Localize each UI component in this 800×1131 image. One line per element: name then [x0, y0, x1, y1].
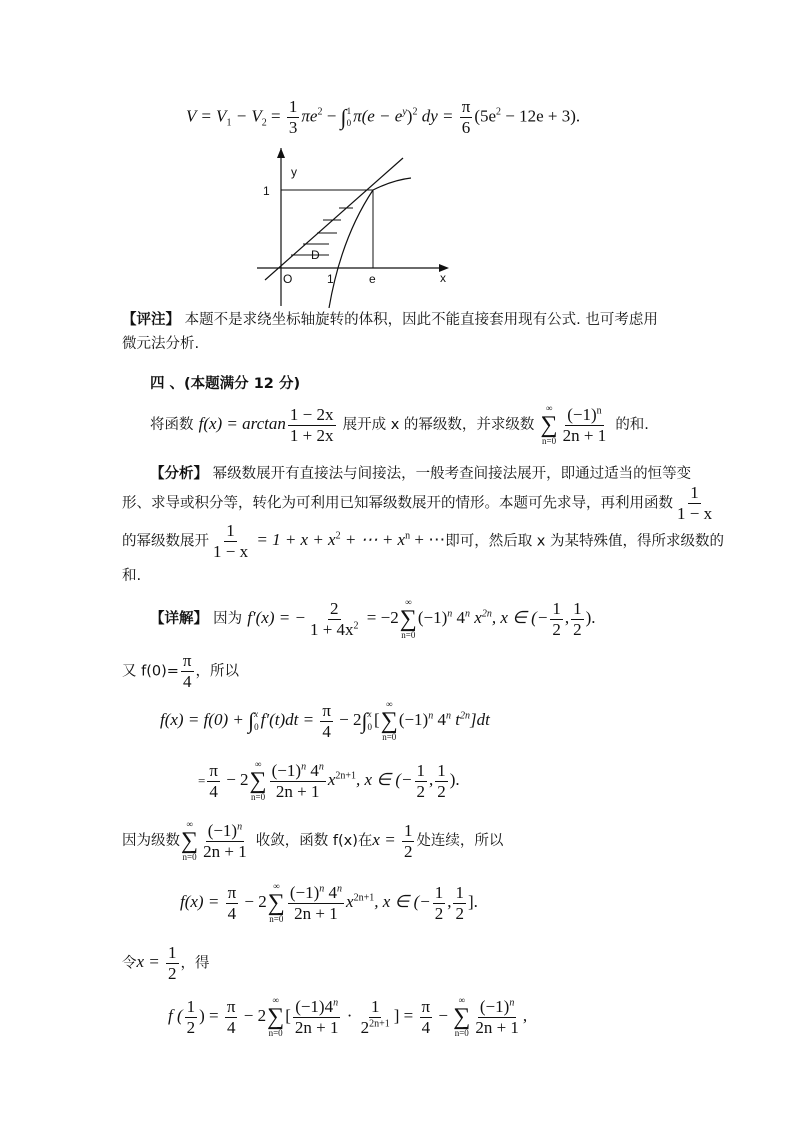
integral-sign: ∫	[340, 104, 347, 130]
volume-formula: $V = V_1 - V_2$ = $\frac{1}{3}$ $\pi e^2$ − ∫ 1 0 $\pi(e - e^y)^2$ dy = $\frac{\pi}{6}$ $(5e^2 - 12e + 3)$.	[186, 97, 581, 137]
fraction-one-third: $\frac{1}{3}$	[288, 97, 298, 137]
analysis-line-2: 形、求导或积分等，转化为可利用已知幂级数展开的情形。本题可先求导，再利用函数 $\frac{1}{1 - x}$	[122, 483, 713, 523]
origin-label: O	[283, 272, 293, 286]
series-expansion: = $\frac{\pi}{4}$ − 2 ∞ ∑ n=0 $\frac{(-1)^n 4^n}{2n + 1}$ $x^{2n+1}$, x ∈ (− $\frac{1}{2}$ , $\frac{1}{2}$ ).	[198, 759, 460, 802]
detail-line: 【详解】 因为 f′(x) = − $\frac{2}{1 + 4x^2}$ = −2 ∞ ∑ n=0 $(-1)^n$ 4$^n$ $x^{2n}$, x ∈ (− $\frac{1}{2}$ , $\frac{1}{2}$ ).	[150, 597, 596, 640]
remark-line-1: 【评注】 本题不是求绕坐标轴旋转的体积，因此不能直接套用现有公式. 也可考虑用	[122, 312, 658, 328]
also-line: 又 f(0)= $\frac{\pi}{4}$ ，所以	[122, 651, 239, 691]
region-d-label: D	[311, 248, 320, 262]
region-figure	[245, 148, 460, 308]
integral-expansion: f(x) = f(0) + ∫ x 0 f′(t)dt = $\frac{\pi}{4}$ − 2∫ x 0 [ ∞ ∑ n=0 $(-1)^n$ 4$^n$ $t^{2n}]dt$	[160, 699, 490, 742]
x-axis-label: x	[440, 271, 446, 285]
analysis-line-1: 【分析】 幂级数展开有直接法与间接法，一般考查间接法展开，即通过适当的恒等变	[150, 466, 692, 482]
y-axis-label: y	[291, 165, 297, 179]
let-line: 令x = $\frac{1}{2}$ ，得	[122, 943, 210, 983]
remark-line-2: 微元法分析.	[122, 336, 200, 352]
tick-e-x: e	[369, 272, 376, 286]
tangent-line	[265, 158, 403, 280]
tick-1-x: 1	[327, 272, 334, 286]
y-axis-arrow	[277, 148, 285, 158]
tick-1-y: 1	[263, 184, 270, 198]
ln-curve	[329, 178, 411, 308]
analysis-line-3: 的幂级数展开 $\frac{1}{1 - x}$ = $1 + x + x^2$ + ⋯ + $x^n$ + ⋯即可，然后取 x 为某特殊值，得所求级数的	[122, 521, 725, 561]
closed-interval-expansion: f(x) = $\frac{\pi}{4}$ − 2 ∞ ∑ n=0 $\frac{(-1)^n 4^n}{2n + 1}$ $x^{2n+1}$, x ∈ (− $\frac{1}{2}$ , $\frac{1}{2}$ ].	[180, 881, 478, 924]
fraction-pi-sixth: $\frac{\pi}{6}$	[461, 97, 471, 137]
problem-statement: 将函数 f(x) = arctan $\frac{1 - 2x}{1 + 2x}$ 展开成 x 的幂级数，并求级数 ∞ ∑ n=0 $\frac{(-1)^n}{2n + 1}$ 的和.	[150, 403, 649, 446]
final-equation: f ( $\frac{1}{2}$ ) = $\frac{\pi}{4}$ − 2 ∞ ∑ n=0 [ $\frac{(-1)4^n}{2n + 1}$ · $\frac{1}{2^{2n+1}}$ ] = $\frac{\pi}{4}$ − ∞ ∑ n=0 $\frac{(-1)^n}{2n + 1}$ ,	[168, 995, 528, 1038]
section-heading: 四 、(本题满分 12 分)	[150, 376, 301, 392]
convergence-line: 因为级数 ∞ ∑ n=0 $\frac{(-1)^n}{2n + 1}$ 收敛，函数 f(x)在x = $\frac{1}{2}$ 处连续，所以	[122, 819, 504, 862]
analysis-line-4: 和.	[122, 568, 142, 584]
